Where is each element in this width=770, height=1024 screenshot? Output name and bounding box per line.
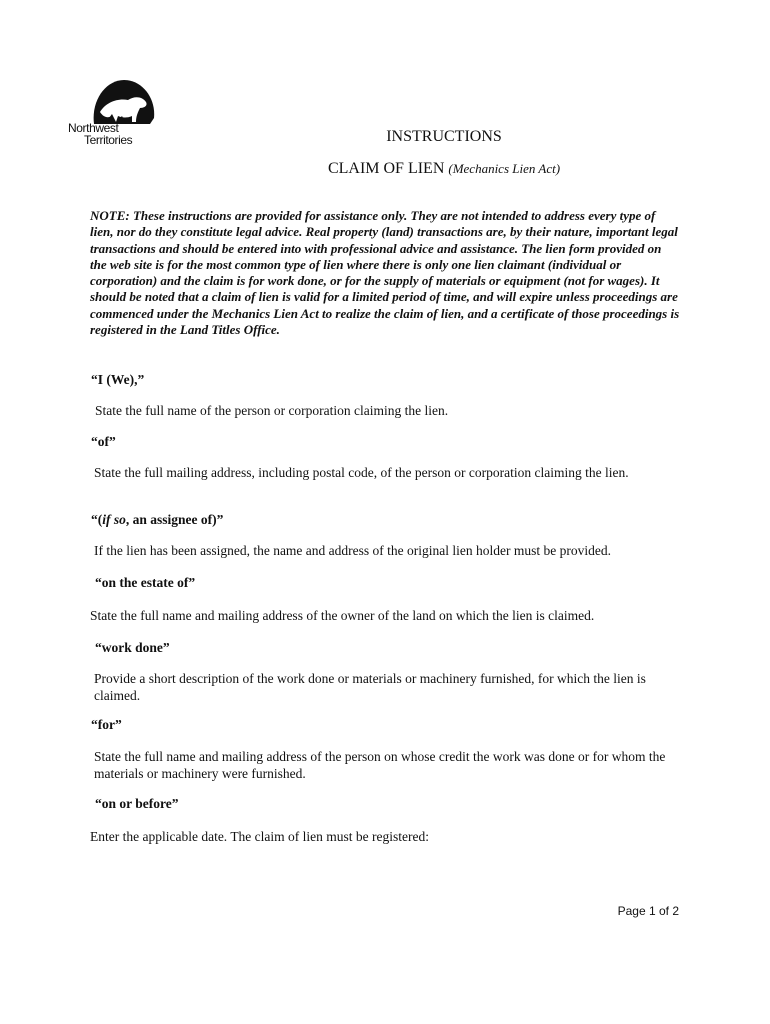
section-heading-work-done: “work done”: [95, 640, 170, 655]
section-text-estate: State the full name and mailing address of the owner of the land on which the lien is claimed.: [90, 608, 595, 623]
form-title: [0, 160, 770, 178]
section-heading-on-or-before: “on or before”: [95, 796, 179, 811]
page-title: INSTRUCTIONS: [386, 128, 502, 145]
form-name: CLAIM OF LIEN: [327, 160, 445, 177]
section-heading-i-we: “I (We),”: [91, 372, 145, 387]
section-text-work-done: Provide a short description of the work done or materials or machinery furnished, for which the lien is claimed.: [94, 671, 646, 703]
page-number: Page 1 of 2: [617, 904, 679, 918]
section-text-assignee: If the lien has been assigned, the name and address of the original lien holder must be provided.: [94, 543, 611, 558]
section-text-for: State the full name and mailing address of the person on whose credit the work was done or for whom the materials or machinery were furnished.: [94, 749, 666, 781]
disclaimer-note: NOTE: These instructions are provided for assistance only. They are not intended to address every type of lien, nor do they constitute legal advice. Real property (land) transactions are, by their nature, important legal transactions and should be entered into with professional advice and assistance. The lien form provided on the web site is for the most common type of lien where there is only one lien claimant (individual or corporation) and the claim is for work done, or for the supply of materials or equipment (not for wages). It should be noted that a claim of lien is valid for a limited period of time, and will expire unless proceedings are commenced under the Mechanics Lien Act to realize the claim of lien, and a certificate of those proceedings is registered in the Land Titles Office.: [90, 208, 680, 338]
section-heading-estate: “on the estate of”: [95, 575, 196, 590]
act-name: (Mechanics Lien Act): [448, 161, 561, 176]
logo-line-1: Northwest: [68, 121, 119, 135]
section-text-on-or-before: Enter the applicable date. The claim of lien must be registered:: [90, 829, 429, 844]
section-text-of: State the full mailing address, including postal code, of the person or corporation claiming the lien.: [94, 465, 629, 480]
section-heading-of: “of”: [91, 434, 116, 449]
section-heading-assignee: “(if so, an assignee of)”: [91, 512, 224, 527]
logo-line-2: Territories: [84, 133, 133, 147]
section-text-i-we: State the full name of the person or corporation claiming the lien.: [95, 403, 449, 418]
section-heading-for: “for”: [91, 717, 122, 732]
